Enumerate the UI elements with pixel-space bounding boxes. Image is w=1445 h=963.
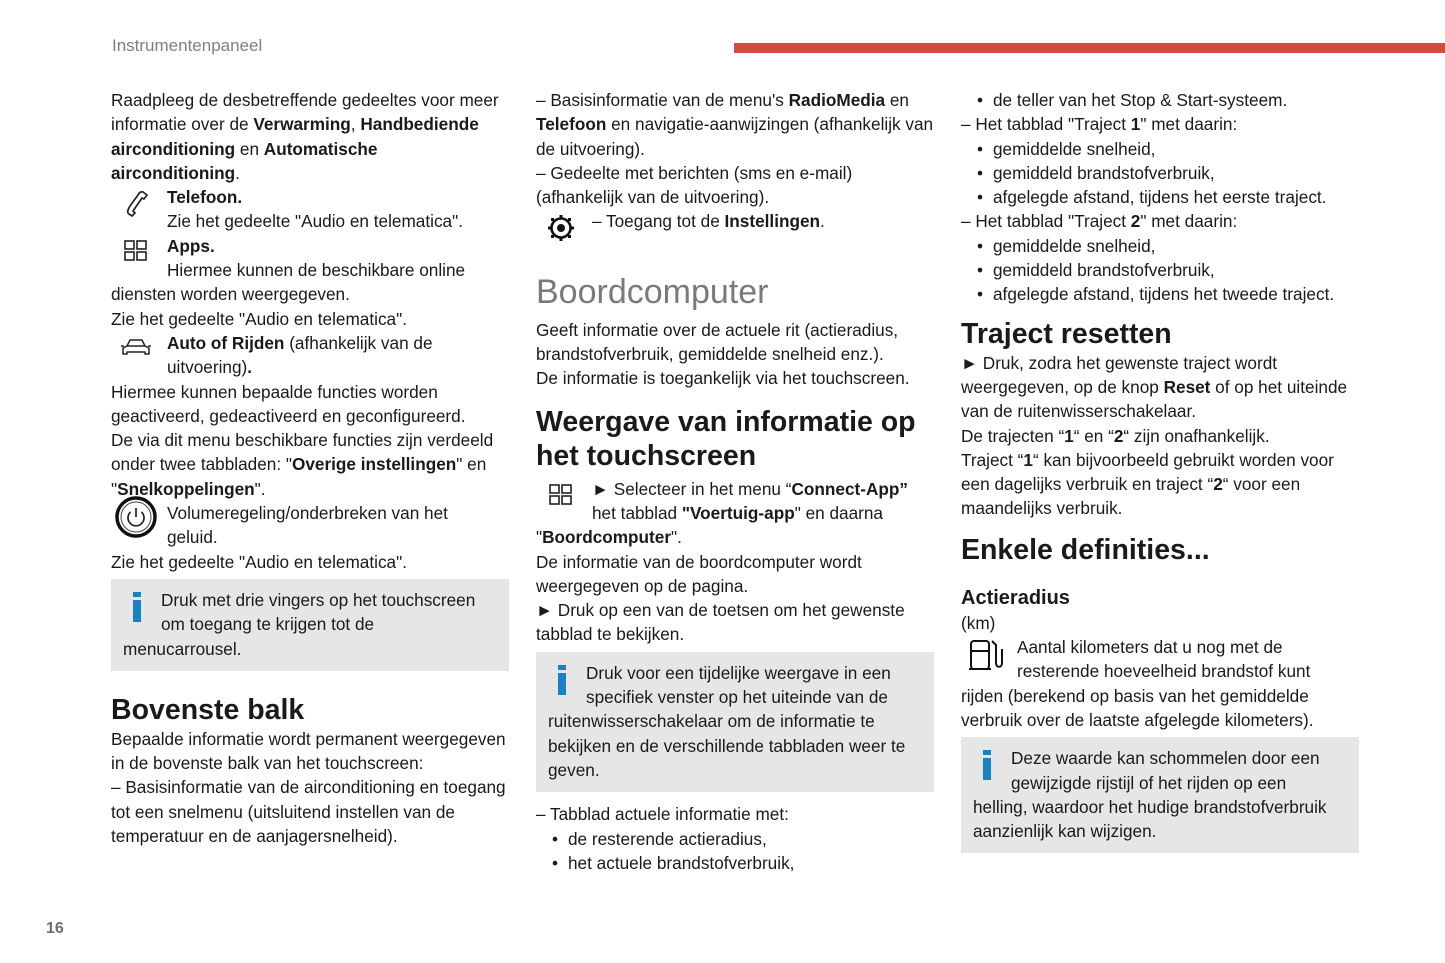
- info-note: Deze waarde kan schommelen door een gewijzigde rijstijl of het rijden op een helling, waardoor het hudige brandstofverbruik aanzienlijk kan wijzigen.: [961, 737, 1359, 853]
- apps-grid-icon: [536, 484, 586, 506]
- column-2: – Basisinformatie van de menu's RadioMedia en Telefoon en navigatie-aanwijzingen (afhankelijk van de uitvoering). – Gedeelte met berichten (sms en e-mail) (afhankelijk van de uitvoering). – Toegang tot de Instellingen. Boordcomputer Geeft informatie over de actuele rit (actieradius, brandstofverbruik, gemiddelde snelheid enz.). De informatie is toegankelijk via het touchscreen. Weergave van informatie op het touchscreen ► Selecteer in het menu “Connect-App” het tabblad "Voertuig-app" en daarna "Boordcomputer". De informatie van de boordcomputer wordt weergegeven op de pagina. ► Druk op een van de toetsen om het gewenste tabblad te bekijken. Druk voor een tijdelijke weergave in een specifiek venster op het uiteinde van de ruitenwisserschakelaar om de informatie te bekijken en de verschillende tabbladen weer te geven. – Tabblad actuele informatie met: • de resterende actieradius, • het actuele brandstofverbruik,: [536, 88, 934, 875]
- apps-entry: Apps. Hiermee kunnen de beschikbare online diensten worden weergegeven. Zie het gedeelte "Audio en telematica".: [111, 235, 466, 329]
- fuel-pump-icon: [961, 637, 1011, 673]
- auto-entry: Auto of Rijden (afhankelijk van de uitvoering). Hiermee kunnen bepaalde functies worden geactiveerd, gedeactiveerd en geconfigureerd. De via dit menu beschikbare functies zijn verdeeld onder twee tabbladen: "Overige instellingen" en "Snelkoppelingen".: [111, 332, 494, 499]
- info-note: Druk met drie vingers op het touchscreen om toegang te krijgen tot de menucarrousel.: [111, 579, 509, 671]
- heading-enkele-definities: Enkele definities...: [961, 533, 1210, 566]
- info-icon: [558, 665, 566, 695]
- heading-boordcomputer: Boordcomputer: [536, 272, 769, 311]
- actieradius-entry: Aantal kilometers dat u nog met de resterende hoeveelheid brandstof kunt rijden (berekend op basis van het gemiddelde verbruik over de laatste afgelegde kilometers).: [961, 637, 1314, 730]
- settings-entry: – Toegang tot de Instellingen.: [536, 209, 934, 233]
- column-3: • de teller van het Stop & Start-systeem. – Het tabblad "Traject 1" met daarin: • gemiddelde snelheid, • gemiddeld brandstofverbruik, • afgelegde afstand, tijdens het eerste traject. – Het tabblad "Traject 2" met daarin: • gemiddelde snelheid, • gemiddeld brandstofverbruik, • afgelegde afstand, tijdens het tweede traject. Traject resetten ► Druk, zodra het gewenste traject wordt weergegeven, op de knop Reset of op het uiteinde van de ruitenwisserschakelaar. De trajecten “1“ en “2“ zijn onafhankelijk. Traject “1“ kan bijvoorbeeld gebruikt worden voor een dagelijks verbruik en traject “2“ voor een maandelijks verbruik. Enkele definities... Actieradius (km) Aantal kilometers dat u nog met de resterende hoeveelheid brandstof kunt rijden (berekend op basis van het gemiddelde verbruik over de laatste afgelegde kilometers). Deze waarde kan schommelen door een gewijzigde rijstijl of het rijden op een helling, waardoor het hudige brandstofverbruik aanzienlijk kan wijzigen.: [961, 88, 1359, 853]
- weergave-step1: ► Selecteer in het menu “Connect-App” het tabblad "Voertuig-app" en daarna "Boordcomputer".: [536, 478, 908, 548]
- intro-paragraph: Raadpleeg de desbetreffende gedeeltes voor meer informatie over de Verwarming, Handbediende airconditioning en Automatische airconditioning.: [111, 90, 499, 183]
- header-accent-bar: [734, 43, 1445, 53]
- page-number: 16: [46, 920, 64, 937]
- info-note: Druk voor een tijdelijke weergave in een specifiek venster op het uiteinde van de ruitenwisserschakelaar om de informatie te bekijken en de verschillende tabbladen weer te geven.: [536, 652, 934, 792]
- gear-icon: [536, 213, 586, 243]
- info-icon: [983, 750, 991, 780]
- heading-traject-resetten: Traject resetten: [961, 317, 1172, 350]
- heading-actieradius: Actieradius: [961, 586, 1070, 609]
- apps-grid-icon: [111, 240, 161, 262]
- car-icon: [111, 337, 161, 357]
- column-1: Raadpleeg de desbetreffende gedeeltes voor meer informatie over de Verwarming, Handbediende airconditioning en Automatische airconditioning. Telefoon. Zie het gedeelte "Audio en telematica". Apps. Hiermee kunnen de beschikbare online diensten worden weergegeven. Zie het gedeelte "Audio en telematica". Auto of Rijden (afhankelijk van de uitvoering). Hiermee kunnen bepaalde functies worden geactiveerd, gedeactiveerd en geconfigureerd. De via dit menu beschikbare functies zijn verdeeld onder twee tabbladen: "Overige instellingen" en "Snelkoppelingen". Volumeregeling/onderbreken van het geluid. Zie het gedeelte "Audio en telematica". Druk met drie vingers op het touchscreen om toegang te krijgen tot de menucarrousel. Bovenste balk Bepaalde informatie wordt permanent weergegeven in de bovenste balk van het touchscreen: – Basisinformatie van de airconditioning en toegang tot een snelmenu (uitsluitend instellen van de temperatuur en de aanjagersnelheid).: [111, 88, 509, 848]
- section-header: Instrumentenpaneel: [112, 36, 263, 55]
- heading-bovenste-balk: Bovenste balk: [111, 693, 305, 726]
- volume-entry: Volumeregeling/onderbreken van het geluid. Zie het gedeelte "Audio en telematica".: [111, 501, 509, 574]
- telefoon-entry: Telefoon. Zie het gedeelte "Audio en telematica".: [111, 185, 509, 234]
- power-icon: [111, 495, 161, 539]
- info-icon: [133, 592, 141, 622]
- phone-icon: [111, 189, 161, 217]
- heading-weergave: Weergave van informatie op het touchscreen: [536, 405, 916, 472]
